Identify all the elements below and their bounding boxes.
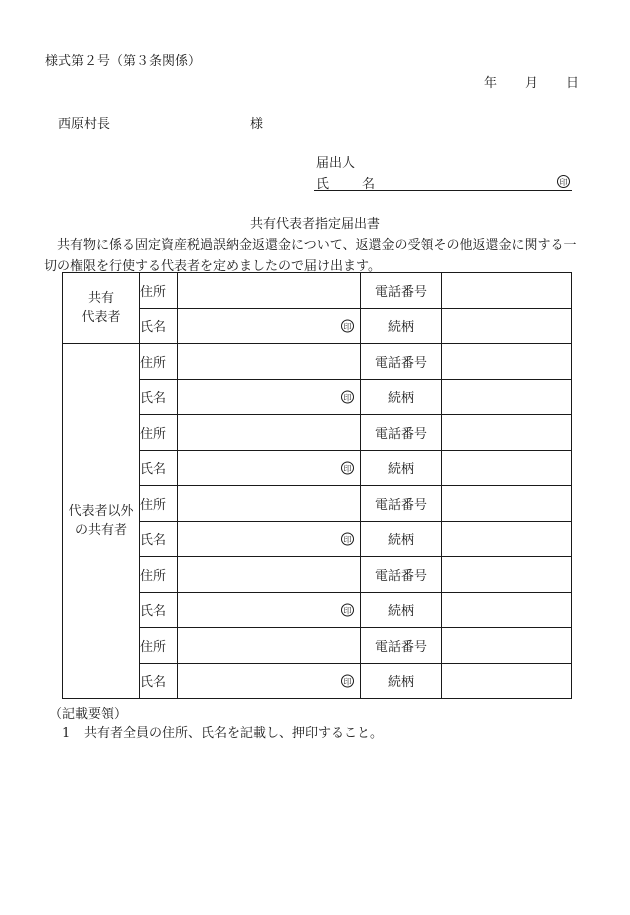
other-owners-group-label: 代表者以外 の共有者 [63, 344, 140, 699]
seal-mark: 印 [341, 461, 354, 474]
relation-label: 続柄 [361, 592, 442, 628]
representative-group-label: 共有 代表者 [63, 273, 140, 344]
notes-item-number: 1 [62, 726, 71, 741]
owner-address-cell[interactable] [178, 628, 361, 664]
owner-relation-cell[interactable] [442, 663, 572, 699]
date-line [484, 72, 579, 91]
owner-name-cell[interactable] [178, 379, 361, 415]
date-year-label: 年 [484, 76, 498, 91]
name-label: 氏名 [140, 450, 178, 486]
representative-relation-cell[interactable] [442, 308, 572, 344]
owner-relation-cell[interactable] [442, 521, 572, 557]
address-label: 住所 [140, 273, 178, 309]
owner-relation-cell[interactable] [442, 379, 572, 415]
body-text [44, 235, 584, 277]
address-label: 住所 [140, 557, 178, 593]
table-row [63, 450, 572, 486]
address-label: 住所 [140, 628, 178, 664]
owner-phone-cell[interactable] [442, 628, 572, 664]
relation-label: 続柄 [361, 379, 442, 415]
owner-relation-cell[interactable] [442, 450, 572, 486]
address-label: 住所 [140, 344, 178, 380]
applicant-seal-mark: 印 [557, 175, 570, 188]
table-row [63, 557, 572, 593]
date-day-label: 日 [566, 76, 580, 91]
seal-mark: 印 [341, 319, 354, 332]
owner-name-cell[interactable] [178, 592, 361, 628]
applicant-name-line [314, 173, 572, 191]
address-label: 住所 [140, 486, 178, 522]
name-label: 氏名 [140, 308, 178, 344]
table-row [63, 344, 572, 380]
document-title: 共有代表者指定届出書 [249, 217, 380, 232]
applicant-label: 届出人 [316, 156, 356, 171]
addressee-name: 西原村長 [58, 117, 111, 132]
table-row [63, 628, 572, 664]
owner-name-cell[interactable] [178, 450, 361, 486]
phone-label: 電話番号 [361, 628, 442, 664]
applicant-name-label: 氏 名 [316, 177, 386, 192]
phone-label: 電話番号 [361, 557, 442, 593]
form-number: 様式第２号（第３条関係） [45, 54, 202, 69]
table-row [63, 308, 572, 344]
notes-heading: （記載要領） [49, 707, 128, 722]
phone-label: 電話番号 [361, 415, 442, 451]
name-label: 氏名 [140, 663, 178, 699]
phone-label: 電話番号 [361, 273, 442, 309]
owner-relation-cell[interactable] [442, 592, 572, 628]
owner-address-cell[interactable] [178, 557, 361, 593]
owner-address-cell[interactable] [178, 344, 361, 380]
name-label: 氏名 [140, 521, 178, 557]
table-row [63, 592, 572, 628]
table-row [63, 663, 572, 699]
relation-label: 続柄 [361, 308, 442, 344]
relation-label: 続柄 [361, 450, 442, 486]
relation-label: 続柄 [361, 521, 442, 557]
seal-mark: 印 [341, 532, 354, 545]
seal-mark: 印 [341, 674, 354, 687]
phone-label: 電話番号 [361, 344, 442, 380]
table-row [63, 486, 572, 522]
address-label: 住所 [140, 415, 178, 451]
owner-phone-cell[interactable] [442, 415, 572, 451]
addressee-honorific: 様 [250, 117, 264, 132]
relation-label: 続柄 [361, 663, 442, 699]
owner-phone-cell[interactable] [442, 557, 572, 593]
owner-phone-cell[interactable] [442, 486, 572, 522]
seal-mark: 印 [341, 603, 354, 616]
name-label: 氏名 [140, 379, 178, 415]
date-month-label: 月 [525, 76, 539, 91]
owner-phone-cell[interactable] [442, 344, 572, 380]
notes-item [62, 722, 383, 741]
representative-address-cell[interactable] [178, 273, 361, 309]
co-owner-table [62, 272, 572, 699]
representative-phone-cell[interactable] [442, 273, 572, 309]
notes-item-text: 共有者全員の住所、氏名を記載し、押印すること。 [84, 726, 384, 741]
table-row [63, 521, 572, 557]
owner-name-cell[interactable] [178, 663, 361, 699]
body-paragraph: 共有物に係る固定資産税過誤納金返還金について、返還金の受領その他返還金に関する一切の権限を行使する代表者を定めましたので届け出ます。 [44, 238, 577, 274]
name-label: 氏名 [140, 592, 178, 628]
owner-address-cell[interactable] [178, 415, 361, 451]
table-row [63, 379, 572, 415]
seal-mark: 印 [341, 390, 354, 403]
table-row [63, 273, 572, 309]
owner-name-cell[interactable] [178, 521, 361, 557]
phone-label: 電話番号 [361, 486, 442, 522]
representative-name-cell[interactable] [178, 308, 361, 344]
table-row [63, 415, 572, 451]
owner-address-cell[interactable] [178, 486, 361, 522]
